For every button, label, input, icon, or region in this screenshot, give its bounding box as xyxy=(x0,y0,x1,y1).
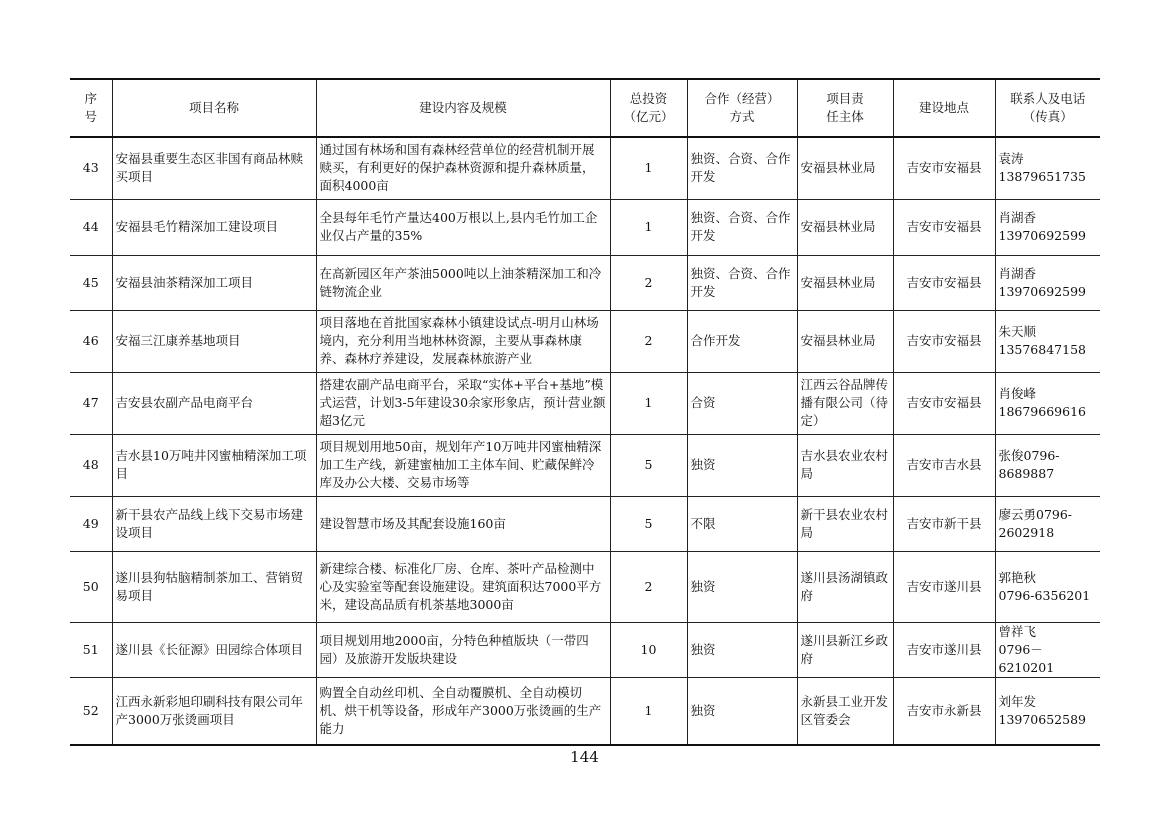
row-no: 47 xyxy=(70,372,112,434)
row-content: 项目落地在首批国家森林小镇建设试点-明月山林场境内，充分利用当地林林资源，主要从事森林康养、森林疗养建设，发展森林旅游产业 xyxy=(316,310,610,372)
row-owner: 江西云谷品牌传播有限公司（待定） xyxy=(797,372,893,434)
row-investment: 1 xyxy=(610,372,687,434)
row-no: 51 xyxy=(70,622,112,677)
table-row xyxy=(70,372,1100,434)
row-location: 吉安市吉水县 xyxy=(893,434,995,496)
row-content: 搭建农副产品电商平台，采取“实体+平台+基地”模式运营，计划3-5年建设30余家形象店，预计营业额超3亿元 xyxy=(316,372,610,434)
row-location: 吉安市遂川县 xyxy=(893,551,995,622)
row-no: 52 xyxy=(70,677,112,745)
row-content: 新建综合楼、标准化厂房、仓库、茶叶产品检测中心及实验室等配套设施建设。建筑面积达7000平方米，建设高品质有机茶基地3000亩 xyxy=(316,551,610,622)
row-no: 43 xyxy=(70,137,112,199)
table-row xyxy=(70,434,1100,496)
project-table xyxy=(70,78,1100,746)
row-mode: 合作开发 xyxy=(687,310,797,372)
row-mode: 独资 xyxy=(687,622,797,677)
row-investment: 5 xyxy=(610,434,687,496)
row-contact: 刘年发 13970652589 xyxy=(995,677,1100,745)
row-owner: 遂川县新江乡政府 xyxy=(797,622,893,677)
row-name: 遂川县《长征源》田园综合体项目 xyxy=(112,622,316,677)
row-no: 48 xyxy=(70,434,112,496)
row-location: 吉安市安福县 xyxy=(893,137,995,199)
row-mode: 独资、合资、合作开发 xyxy=(687,199,797,255)
row-mode: 独资 xyxy=(687,677,797,745)
row-contact: 肖俊峰 18679669616 xyxy=(995,372,1100,434)
row-contact: 曾祥飞 0796－6210201 xyxy=(995,622,1100,677)
row-no: 45 xyxy=(70,255,112,310)
row-mode: 合资 xyxy=(687,372,797,434)
header-no: 序 号 xyxy=(70,79,112,137)
row-name: 安福县油茶精深加工项目 xyxy=(112,255,316,310)
row-name: 新干县农产品线上线下交易市场建设项目 xyxy=(112,496,316,551)
row-mode: 不限 xyxy=(687,496,797,551)
header-name: 项目名称 xyxy=(112,79,316,137)
row-content: 项目规划用地50亩，规划年产10万吨井冈蜜柚精深加工生产线，新建蜜柚加工主体车间、贮藏保鲜冷库及办公大楼、交易市场等 xyxy=(316,434,610,496)
row-location: 吉安市安福县 xyxy=(893,372,995,434)
row-owner: 遂川县汤湖镇政府 xyxy=(797,551,893,622)
row-name: 安福三江康养基地项目 xyxy=(112,310,316,372)
row-location: 吉安市遂川县 xyxy=(893,622,995,677)
row-investment: 2 xyxy=(610,310,687,372)
table-header-row xyxy=(70,79,1100,137)
row-investment: 1 xyxy=(610,677,687,745)
row-content: 在高新园区年产茶油5000吨以上油茶精深加工和冷链物流企业 xyxy=(316,255,610,310)
header-location: 建设地点 xyxy=(893,79,995,137)
row-mode: 独资 xyxy=(687,551,797,622)
row-location: 吉安市安福县 xyxy=(893,199,995,255)
header-mode: 合作（经营） 方式 xyxy=(687,79,797,137)
row-content: 建设智慧市场及其配套设施160亩 xyxy=(316,496,610,551)
row-contact: 朱天顺 13576847158 xyxy=(995,310,1100,372)
row-no: 44 xyxy=(70,199,112,255)
row-name: 江西永新彩旭印刷科技有限公司年产3000万张烫画项目 xyxy=(112,677,316,745)
row-investment: 2 xyxy=(610,255,687,310)
header-investment: 总投资 （亿元） xyxy=(610,79,687,137)
row-owner: 安福县林业局 xyxy=(797,310,893,372)
row-owner: 安福县林业局 xyxy=(797,255,893,310)
row-location: 吉安市安福县 xyxy=(893,255,995,310)
row-no: 49 xyxy=(70,496,112,551)
header-contact: 联系人及电话 （传真） xyxy=(995,79,1100,137)
row-owner: 吉水县农业农村局 xyxy=(797,434,893,496)
row-owner: 安福县林业局 xyxy=(797,199,893,255)
table-row xyxy=(70,496,1100,551)
table-row xyxy=(70,199,1100,255)
row-name: 吉安县农副产品电商平台 xyxy=(112,372,316,434)
header-content: 建设内容及规模 xyxy=(316,79,610,137)
row-location: 吉安市永新县 xyxy=(893,677,995,745)
table-row xyxy=(70,137,1100,199)
row-contact: 郭艳秋 0796-6356201 xyxy=(995,551,1100,622)
row-location: 吉安市安福县 xyxy=(893,310,995,372)
row-investment: 10 xyxy=(610,622,687,677)
row-investment: 1 xyxy=(610,199,687,255)
row-contact: 肖湖香 13970692599 xyxy=(995,199,1100,255)
row-mode: 独资 xyxy=(687,434,797,496)
row-owner: 安福县林业局 xyxy=(797,137,893,199)
row-investment: 5 xyxy=(610,496,687,551)
row-content: 全县每年毛竹产量达400万根以上,县内毛竹加工企业仅占产量的35% xyxy=(316,199,610,255)
table-row xyxy=(70,622,1100,677)
row-name: 安福县重要生态区非国有商品林赎买项目 xyxy=(112,137,316,199)
row-investment: 2 xyxy=(610,551,687,622)
table-row xyxy=(70,310,1100,372)
row-no: 46 xyxy=(70,310,112,372)
row-no: 50 xyxy=(70,551,112,622)
row-owner: 永新县工业开发区管委会 xyxy=(797,677,893,745)
row-name: 吉水县10万吨井冈蜜柚精深加工项目 xyxy=(112,434,316,496)
row-name: 安福县毛竹精深加工建设项目 xyxy=(112,199,316,255)
row-contact: 袁涛 13879651735 xyxy=(995,137,1100,199)
table-row xyxy=(70,255,1100,310)
row-location: 吉安市新干县 xyxy=(893,496,995,551)
row-contact: 张俊0796- 8689887 xyxy=(995,434,1100,496)
table-row xyxy=(70,551,1100,622)
row-content: 购置全自动丝印机、全自动覆膜机、全自动模切机、烘干机等设备，形成年产3000万张烫画的生产能力 xyxy=(316,677,610,745)
row-contact: 廖云勇0796- 2602918 xyxy=(995,496,1100,551)
row-owner: 新干县农业农村局 xyxy=(797,496,893,551)
table-row xyxy=(70,677,1100,745)
page-number: 144 xyxy=(570,748,599,766)
row-mode: 独资、合资、合作开发 xyxy=(687,137,797,199)
row-content: 通过国有林场和国有森林经营单位的经营机制开展赎买，有利更好的保护森林资源和提升森林质量，面积4000亩 xyxy=(316,137,610,199)
header-owner: 项目责 任主体 xyxy=(797,79,893,137)
row-mode: 独资、合资、合作开发 xyxy=(687,255,797,310)
row-name: 遂川县狗牯脑精制茶加工、营销贸易项目 xyxy=(112,551,316,622)
row-contact: 肖湖香 13970692599 xyxy=(995,255,1100,310)
row-investment: 1 xyxy=(610,137,687,199)
row-content: 项目规划用地2000亩，分特色种植版块（一带四园）及旅游开发版块建设 xyxy=(316,622,610,677)
